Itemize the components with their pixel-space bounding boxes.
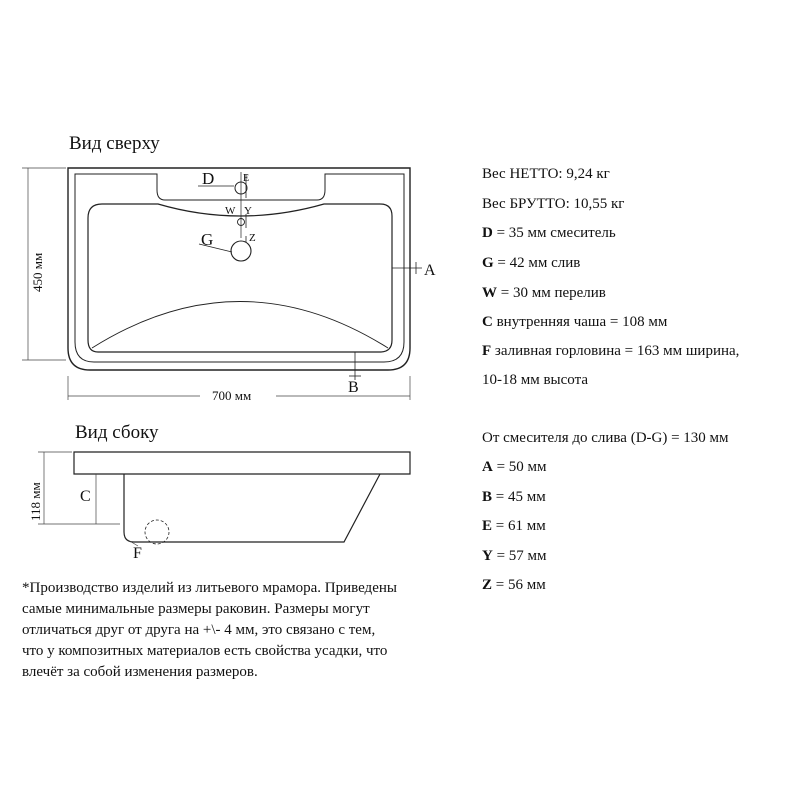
side-body — [124, 474, 380, 542]
side-view — [74, 452, 410, 544]
footnote-line: *Производство изделий из литьевого мрамора. Приведены — [22, 580, 397, 596]
spec-item — [482, 224, 616, 242]
spec-text: = 61 мм — [492, 518, 546, 534]
spec-item — [482, 313, 667, 331]
spec-item — [482, 165, 610, 183]
top-view — [68, 168, 410, 370]
spec-text: = 45 мм — [492, 489, 546, 505]
footnote — [22, 578, 452, 683]
label-c: C — [80, 488, 91, 505]
spec-text: = 35 мм смеситель — [492, 225, 616, 241]
spec-item — [482, 195, 624, 213]
footnote-line: что у композитных материалов есть свойства усадки, что — [22, 643, 388, 659]
footnote-line: влечёт за собой изменения размеров. — [22, 664, 258, 680]
top-view-title: Вид сверху — [69, 133, 160, 154]
dim-height-118: 118 мм — [28, 482, 43, 521]
label-y: Y — [244, 205, 252, 217]
sink-inner-rim — [75, 174, 404, 362]
side-drain-outline — [145, 520, 169, 544]
spec-key: W — [482, 285, 497, 301]
label-b: B — [348, 379, 359, 396]
footnote-line: отличаться друг от друга на +\- 4 мм, это связано с тем, — [22, 622, 376, 638]
spec-key: Z — [482, 577, 493, 593]
spec-text: 10-18 мм высота — [482, 372, 588, 388]
spec-key: C — [482, 314, 493, 330]
spec-item — [482, 458, 547, 476]
spec-item — [482, 429, 729, 447]
spec-key: D — [482, 225, 493, 241]
side-view-title: Вид сбоку — [75, 422, 159, 443]
spec-text: = 42 мм слив — [493, 255, 581, 271]
spec-key: B — [482, 489, 493, 505]
dim-width-700: 700 мм — [212, 388, 252, 403]
spec-key: Y — [482, 548, 493, 564]
spec-text: = 56 мм — [492, 577, 546, 593]
sink-bowl — [88, 204, 392, 352]
spec-text: От смесителя до слива (D-G) = 130 мм — [482, 430, 729, 446]
spec-item — [482, 488, 546, 506]
label-e: E — [243, 173, 250, 184]
sink-outer-rim — [68, 168, 410, 370]
spec-item — [482, 371, 588, 389]
spec-text: = 57 мм — [492, 548, 547, 564]
label-f: F — [133, 545, 142, 562]
bowl-bottom-arc — [92, 302, 388, 349]
spec-key: G — [482, 255, 494, 271]
label-w: W — [225, 205, 236, 217]
spec-key: E — [482, 518, 493, 534]
spec-item — [482, 254, 580, 272]
top-view-dimensions — [22, 168, 410, 400]
spec-item — [482, 547, 547, 565]
spec-item — [482, 284, 606, 302]
spec-text: = 50 мм — [492, 459, 547, 475]
spec-item — [482, 517, 546, 535]
dim-height-450: 450 мм — [30, 252, 45, 292]
drain-hole — [231, 241, 251, 261]
spec-key: A — [482, 459, 493, 475]
label-a: A — [424, 262, 436, 279]
label-g: G — [201, 230, 214, 249]
spec-item — [482, 576, 546, 594]
side-rim — [74, 452, 410, 474]
spec-text: Вес БРУТТО: 10,55 кг — [482, 196, 625, 212]
spec-text: Вес НЕТТО: 9,24 кг — [482, 166, 610, 182]
label-z: Z — [249, 232, 256, 244]
spec-key: F — [482, 343, 492, 359]
spec-text: = 30 мм перелив — [497, 285, 606, 301]
footnote-line: самые минимальные размеры раковин. Размеры могут — [22, 601, 370, 617]
spec-text: внутренняя чаша = 108 мм — [492, 314, 668, 330]
spec-item — [482, 342, 739, 360]
spec-text: заливная горловина = 163 мм ширина, — [491, 343, 740, 359]
label-d: D — [202, 169, 215, 188]
